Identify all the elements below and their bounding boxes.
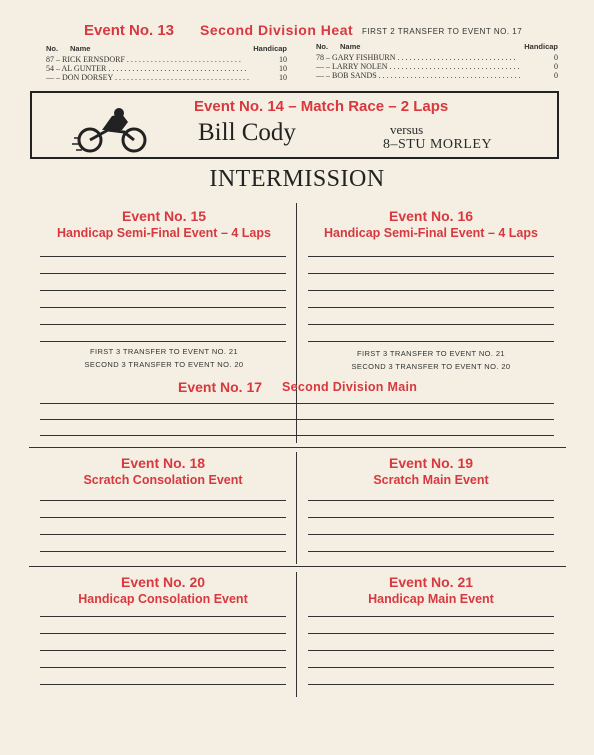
event-17-title: Event No. 17 [177,379,263,395]
table-row [46,64,287,73]
event-18-subtitle: Scratch Consolation Event [83,473,243,487]
event-17-subtitle: Second Division Main [282,380,418,394]
intermission-heading: INTERMISSION [209,166,385,192]
event-16-subtitle: Handicap Semi-Final Event – 4 Laps [324,226,538,240]
event-16-transfer-2: SECOND 3 TRANSFER TO EVENT NO. 20 [351,362,511,371]
table-row [46,55,287,64]
event-13-right-table [316,42,558,80]
event-13-title: Event No. 13 [84,22,175,39]
event-20-subtitle: Handicap Consolation Event [78,592,248,606]
entry-line [40,435,554,436]
entry-line [40,273,286,274]
vertical-divider-bottom [296,572,297,697]
col-name: Name [70,44,91,53]
col-handicap: Handicap [253,44,287,53]
entry-line [40,551,286,552]
entry-text: — – LARRY NOLEN . . . . . . . . . . . . . . . . . . . . . . . . . . . . . . . . . [316,62,520,71]
entry-line [40,500,286,501]
event-15-transfer-2: SECOND 3 TRANSFER TO EVENT NO. 20 [84,360,244,369]
entry-line [40,667,286,668]
entry-line [40,341,286,342]
entry-line [308,633,554,634]
col-no: No. [316,42,329,51]
event-13-left-table [46,44,287,82]
entry-line [40,534,286,535]
entry-line [40,307,286,308]
entry-line [308,324,554,325]
entry-line [40,256,286,257]
event-15-subtitle: Handicap Semi-Final Event – 4 Laps [57,226,271,240]
event-15-transfer-1: FIRST 3 TRANSFER TO EVENT NO. 21 [90,347,238,356]
entry-line [40,324,286,325]
event-19-title: Event No. 19 [388,455,474,471]
horizontal-divider-2 [29,566,566,567]
table-header [46,44,287,53]
motorcycle-rider-icon [72,108,152,154]
entry-line [308,341,554,342]
rider-1-name: Bill Cody [198,119,296,146]
event-21-subtitle: Handicap Main Event [368,592,494,606]
entry-line [40,684,286,685]
entry-line [40,419,554,420]
horizontal-divider-1 [29,447,566,448]
entry-line [40,650,286,651]
table-row [316,71,558,80]
entry-line [308,290,554,291]
event-21-title: Event No. 21 [388,574,474,590]
entry-line [40,517,286,518]
entry-text: 54 – AL GUNTER . . . . . . . . . . . . . . . . . . . . . . . . . . . . . . . . . . . [46,64,247,73]
versus-label: versus [390,122,424,137]
vertical-divider-top [296,203,297,443]
entry-text: 78 – GARY FISHBURN . . . . . . . . . . . . . . . . . . . . . . . . . . . . . . [316,53,516,62]
table-row [316,62,558,71]
entry-line [308,534,554,535]
entry-line [308,616,554,617]
entry-line [308,256,554,257]
entry-line [308,500,554,501]
entry-line [308,684,554,685]
col-no: No. [46,44,59,53]
entry-line [40,616,286,617]
event-13-subtitle: Second Division Heat [200,22,354,38]
table-header [316,42,558,51]
entry-line [40,290,286,291]
table-row [316,53,558,62]
entry-line [308,517,554,518]
entry-line [308,307,554,308]
entry-handicap: 10 [279,73,287,82]
event-14-title: Event No. 14 – Match Race – 2 Laps [194,98,449,115]
col-name: Name [340,42,361,51]
rider-2-name: 8–STU MORLEY [383,137,493,152]
table-row [46,73,287,82]
entry-text: 87 – RICK ERNSDORF . . . . . . . . . . . . . . . . . . . . . . . . . . . . . [46,55,241,64]
entry-line [308,273,554,274]
col-handicap: Handicap [524,42,558,51]
entry-handicap: 10 [279,64,287,73]
event-18-title: Event No. 18 [120,455,206,471]
entry-handicap: 0 [554,62,558,71]
event-19-subtitle: Scratch Main Event [373,473,489,487]
entry-line [308,667,554,668]
entry-line [40,633,286,634]
event-20-title: Event No. 20 [120,574,206,590]
entry-handicap: 0 [554,71,558,80]
entry-handicap: 0 [554,53,558,62]
entry-line [40,403,554,404]
event-16-title: Event No. 16 [388,208,474,224]
entry-handicap: 10 [279,55,287,64]
entry-line [308,551,554,552]
event-13-transfer-note: FIRST 2 TRANSFER TO EVENT NO. 17 [362,27,523,36]
entry-text: — – BOB SANDS . . . . . . . . . . . . . . . . . . . . . . . . . . . . . . . . . . . . [316,71,521,80]
vertical-divider-mid [296,452,297,564]
entry-line [308,650,554,651]
event-16-transfer-1: FIRST 3 TRANSFER TO EVENT NO. 21 [357,349,505,358]
entry-text: — – DON DORSEY . . . . . . . . . . . . . . . . . . . . . . . . . . . . . . . . . . [46,73,250,82]
event-15-title: Event No. 15 [121,208,207,224]
